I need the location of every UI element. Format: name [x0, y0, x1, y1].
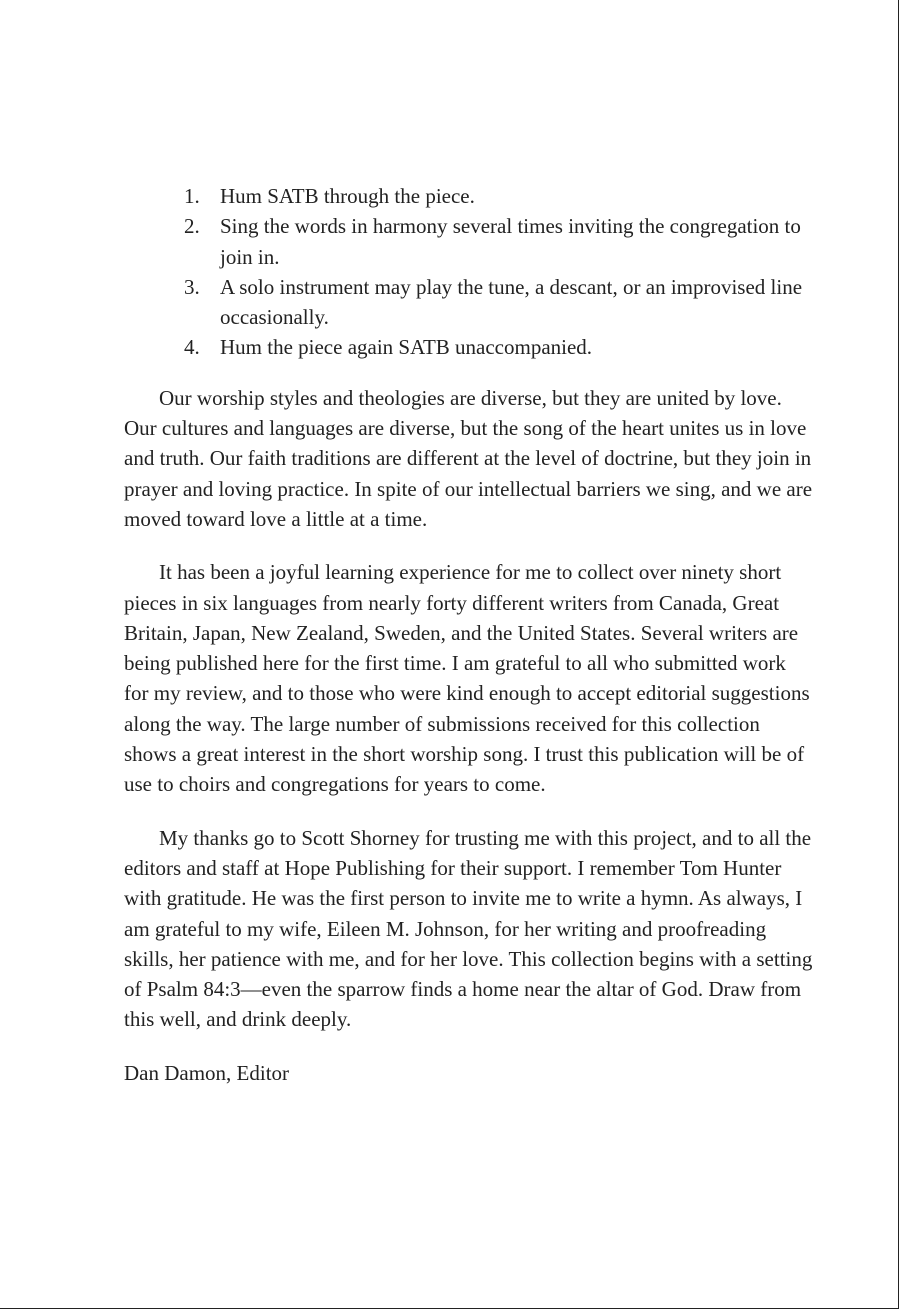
- list-item: [124, 211, 814, 272]
- step-number: 4.: [184, 335, 200, 360]
- list-item: [124, 332, 814, 362]
- page-content: [124, 181, 814, 1088]
- paragraph-worship-diversity: Our worship styles and theologies are diverse, but they are united by love. Our cultures and languages are diverse, but the song of the heart unites us in love and truth. Our faith traditions are different at the level of doctrine, but they join in prayer and loving practice. In spite of our intellectual barriers we sing, and we are moved toward love a little at a time.: [124, 385, 813, 531]
- step-number: 3.: [184, 274, 200, 299]
- list-item: [124, 181, 814, 211]
- performance-steps-list: [124, 181, 814, 363]
- editor-signature: Dan Damon, Editor: [124, 1060, 290, 1085]
- step-text: Sing the words in harmony several times inviting the congregation to join in.: [220, 214, 801, 269]
- step-text: Hum SATB through the piece.: [220, 184, 475, 208]
- paragraph-acknowledgements: My thanks go to Scott Shorney for trusting me with this project, and to all the editors and staff at Hope Publishing for their support. I remember Tom Hunter with gratitude. He was the first person to invite me to write a hymn. As always, I am grateful to my wife, Eileen M. Johnson, for her writing and proofreading skills, her patience with me, and for her love. This collection begins with a setting of Psalm 84:3—even the sparrow finds a home near the altar of God. Draw from this well, and drink deeply.: [124, 825, 813, 1032]
- step-text: A solo instrument may play the tune, a descant, or an improvised line occasionally.: [220, 274, 803, 330]
- step-text: Hum the piece again SATB unaccompanied.: [220, 335, 593, 360]
- paragraph-collection-overview: It has been a joyful learning experience for me to collect over ninety short pieces in six languages from nearly forty different writers from Canada, Great Britain, Japan, New Zealand, Sweden, and the United States. Several writers are being published here for the first time. I am grateful to all who submitted work for my review, and to those who were kind enough to accept editorial suggestions along the way. The large number of submissions received for this collection shows a great interest in the short worship song. I trust this publication will be of use to choirs and congregations for years to come.: [124, 560, 810, 797]
- step-number: 1.: [184, 184, 200, 208]
- list-item: [124, 272, 814, 333]
- step-number: 2.: [184, 214, 200, 239]
